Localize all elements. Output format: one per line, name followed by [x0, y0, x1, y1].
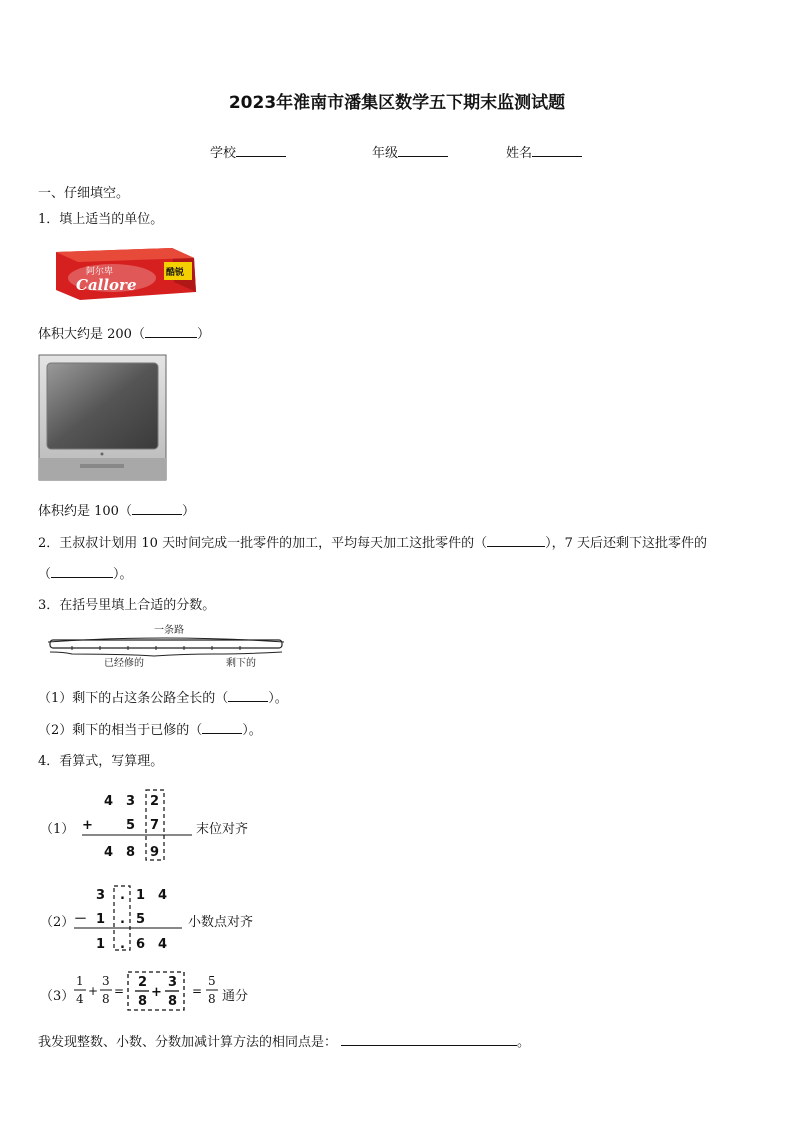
digit: 4	[104, 845, 114, 860]
question-1-stem: 1．填上适当的单位。	[38, 212, 164, 227]
road-label: 一条路	[154, 625, 184, 636]
decimal-point: .	[120, 912, 125, 927]
part-3-label: （3）	[40, 989, 75, 1004]
television-image	[38, 354, 168, 482]
name-label: 姓名	[506, 146, 533, 161]
denominator: 8	[208, 992, 216, 1006]
digit: 1	[136, 888, 146, 903]
numerator: 3	[168, 975, 178, 990]
digit: 9	[150, 845, 160, 860]
denominator: 8	[102, 992, 110, 1006]
numerator: 2	[138, 975, 148, 990]
digit: 5	[136, 912, 146, 927]
answer-blank[interactable]	[145, 324, 197, 338]
rest-label: 剩下的	[226, 658, 256, 669]
part-2-label: （2）	[40, 915, 75, 930]
page-title: 2023年淮南市潘集区数学五下期末监测试题	[228, 93, 566, 113]
digit: 3	[126, 794, 136, 809]
part-2-note: 小数点对齐	[188, 915, 254, 930]
operator-plus: +	[151, 985, 162, 1000]
part-1-note: 末位对齐	[196, 822, 249, 837]
digit: 4	[104, 794, 114, 809]
name-field	[506, 142, 582, 161]
numerator: 5	[208, 974, 216, 988]
question-4-stem: 4．看算式，写算理。	[38, 754, 164, 769]
operator-equals: =	[192, 984, 203, 998]
digit: 1	[96, 937, 106, 952]
digit: 8	[126, 845, 136, 860]
grade-field	[372, 142, 448, 161]
built-label: 已经修的	[104, 658, 144, 669]
digit: 4	[158, 888, 168, 903]
name-blank[interactable]	[532, 143, 582, 157]
subtraction-vertical	[70, 882, 190, 954]
digit: 1	[96, 912, 106, 927]
volume-line-1: 体积大约是 200（ ）	[38, 323, 210, 342]
digit: 2	[150, 794, 160, 809]
conclusion-line: 我发现整数、小数、分数加减计算方法的相同点是： 。	[38, 1031, 530, 1050]
denominator: 4	[76, 992, 84, 1006]
question-3-sub-1: （1）剩下的占这条公路全长的（ ）。	[38, 687, 288, 706]
operator-plus: +	[88, 984, 99, 998]
school-label: 学校	[210, 146, 237, 161]
operator-plus: +	[82, 818, 93, 833]
road-diagram	[44, 620, 290, 672]
answer-blank[interactable]	[51, 564, 113, 578]
part-1-label: （1）	[40, 822, 75, 837]
toothpaste-box-image	[52, 244, 198, 302]
numerator: 3	[102, 974, 110, 988]
denominator: 8	[138, 994, 148, 1009]
box-badge-text: 酷锐	[166, 268, 185, 278]
digit: 3	[96, 888, 106, 903]
section-heading: 一、仔细填空。	[38, 186, 130, 201]
grade-label: 年级	[372, 146, 399, 161]
brand-en-text: Callore	[76, 276, 137, 294]
answer-blank[interactable]	[132, 501, 182, 515]
brand-cn-text: 阿尔卑	[86, 267, 114, 277]
question-3-sub-2: （2）剩下的相当于已修的（ ）。	[38, 719, 262, 738]
decimal-point: .	[120, 937, 125, 952]
question-2-line-1: 2．王叔叔计划用 10 天时间完成一批零件的加工，平均每天加工这批零件的（ ），7 天后还剩下这批零件的	[38, 532, 707, 551]
question-2-line-2: （ ）。	[38, 563, 133, 582]
part-3-note: 通分	[222, 989, 249, 1004]
answer-blank[interactable]	[487, 533, 545, 547]
volume-line-2: 体积约是 100（ ）	[38, 500, 195, 519]
operator-minus: －	[74, 912, 88, 927]
digit: 6	[136, 937, 146, 952]
grade-blank[interactable]	[398, 143, 448, 157]
school-field	[210, 142, 286, 161]
digit: 4	[158, 937, 168, 952]
numerator: 1	[76, 974, 84, 988]
decimal-point: .	[120, 888, 125, 903]
question-3-stem: 3．在括号里填上合适的分数。	[38, 598, 216, 613]
digit: 5	[126, 818, 136, 833]
school-blank[interactable]	[236, 143, 286, 157]
operator-equals: =	[114, 984, 125, 998]
digit: 7	[150, 818, 160, 833]
conclusion-blank[interactable]	[341, 1032, 517, 1046]
answer-blank[interactable]	[202, 720, 242, 734]
denominator: 8	[168, 994, 178, 1009]
answer-blank[interactable]	[228, 688, 268, 702]
